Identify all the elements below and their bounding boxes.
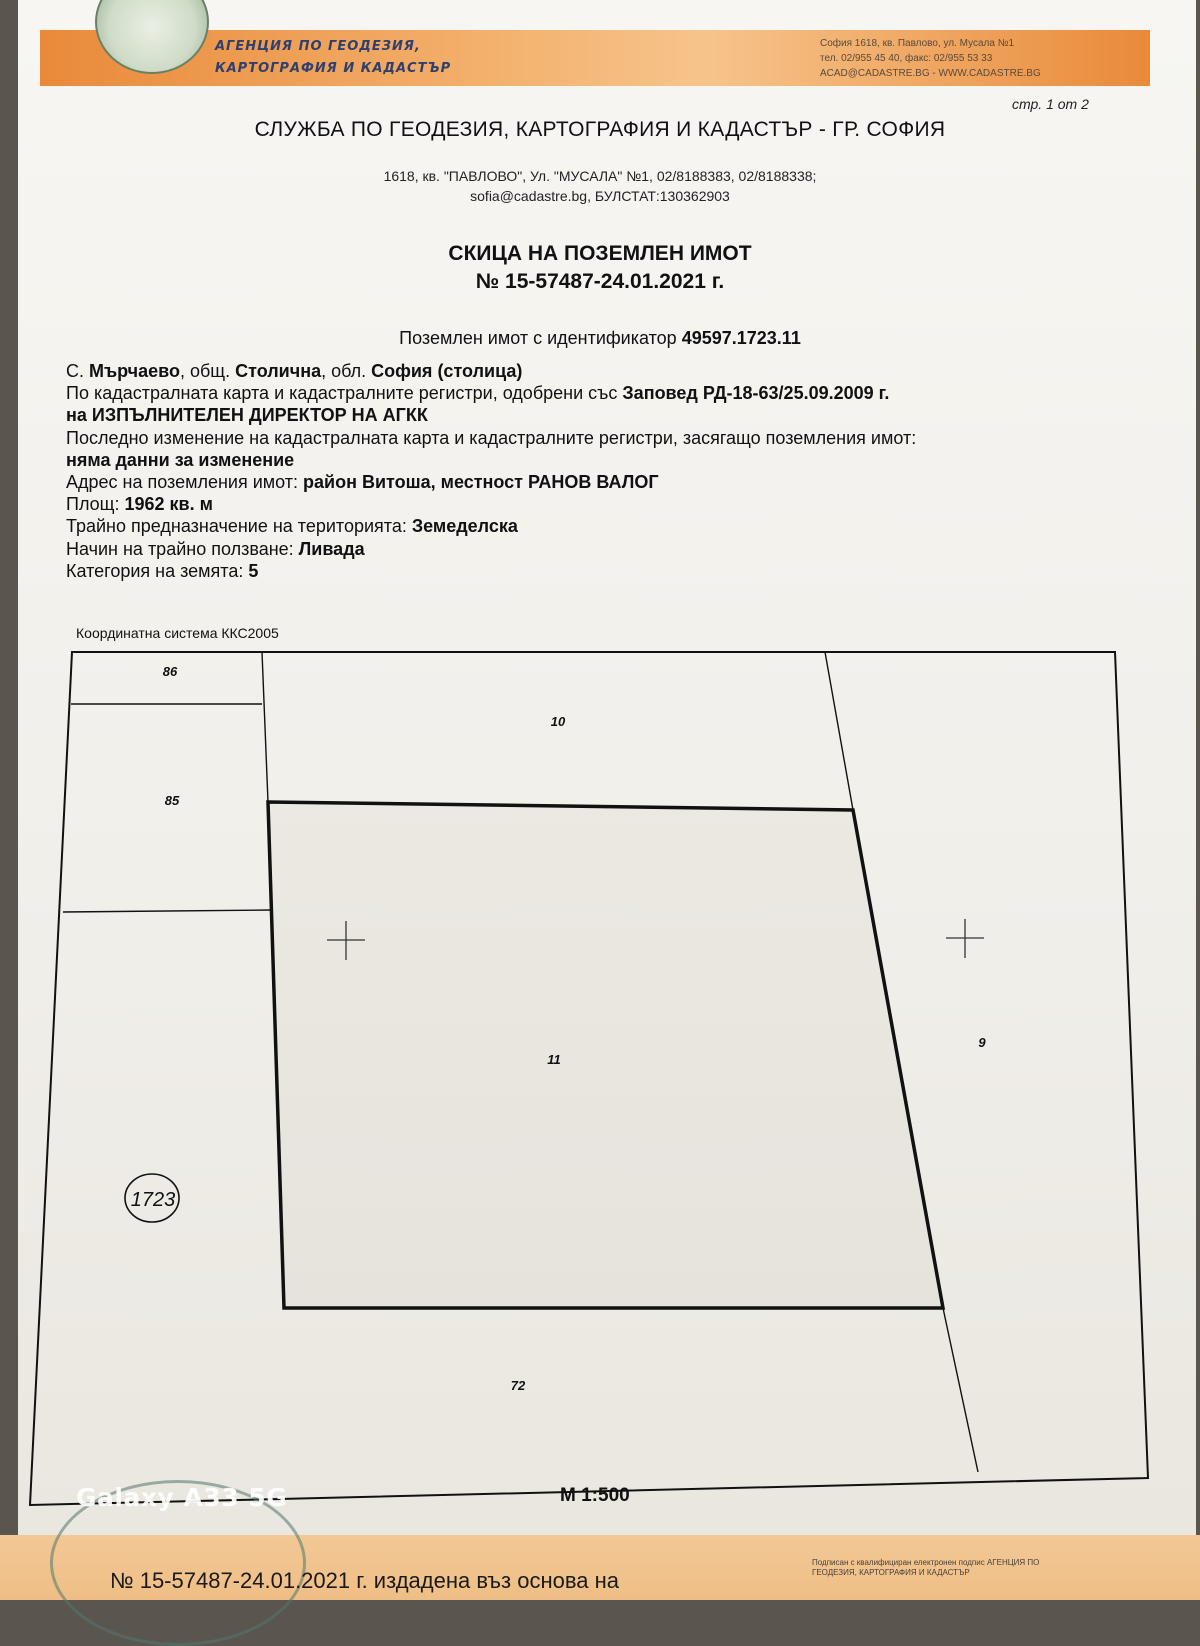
parcel-label-85: 85 — [164, 793, 180, 808]
document-number: № 15-57487-24.01.2021 г. — [475, 270, 725, 293]
footer-signature-line1: Подписан с квалифициран електронен подпис АГЕНЦИЯ ПО — [812, 1558, 1040, 1567]
region-value: София (столица) — [371, 361, 523, 381]
parcel-identifier-value: 49597.1723.11 — [681, 328, 801, 348]
municipality-value: Столична — [235, 361, 322, 381]
category-value: 5 — [248, 560, 259, 581]
parcel-label-86: 86 — [162, 664, 178, 679]
agency-contact-line3: ACAD@CADASTRE.BG - WWW.CADASTRE.BG — [820, 68, 1041, 79]
boundary-west-column — [262, 652, 268, 802]
parcel-label-9: 9 — [978, 1035, 986, 1050]
agency-contact-line1: София 1618, кв. Павлово, ул. Мусала №1 — [820, 38, 1015, 49]
region-label: , обл. — [321, 361, 372, 381]
address-value: район Витоша, местност РАНОВ ВАЛОГ — [303, 472, 659, 493]
village-prefix: С. — [66, 361, 90, 381]
map-scale: М 1:500 — [560, 1485, 630, 1506]
office-address-line1: 1618, кв. "ПАВЛОВО", Ул. "МУСАЛА" №1, 02/8188383, 02/8188338; — [383, 168, 817, 184]
parcel-identifier-label: Поземлен имот с идентификатор — [399, 328, 682, 348]
coordinate-system-label: Координатна система ККС2005 — [76, 625, 279, 641]
municipality-label: , общ. — [179, 361, 236, 381]
address-label: Адрес на поземления имот: — [66, 472, 304, 493]
last-change-label: Последно изменение на кадастралната карта и кадастралните регистри, засягащо поземления имот: — [66, 427, 917, 448]
block-number-label: 1723 — [130, 1189, 176, 1211]
agency-contact-line2: тел. 02/955 45 40, факс: 02/955 53 33 — [820, 53, 993, 64]
footer-signature-line2: ГЕОДЕЗИЯ, КАРТОГРАФИЯ И КАДАСТЪР — [812, 1568, 970, 1577]
order-value: Заповед РД-18-63/25.09.2009 г. — [622, 383, 890, 404]
footer-signature-note — [812, 1558, 1142, 1578]
area-value: 1962 кв. м — [124, 494, 213, 515]
usage-value: Ливада — [298, 538, 365, 559]
village-value: Мърчаево — [89, 361, 180, 381]
last-change-value: няма данни за изменение — [66, 449, 295, 470]
parcel-label-72: 72 — [510, 1378, 526, 1393]
purpose-value: Земеделска — [411, 516, 518, 537]
camera-watermark: Galaxy A33 5G — [76, 1483, 288, 1512]
parcel-label-11: 11 — [547, 1052, 561, 1067]
agency-name-line2: КАРТОГРАФИЯ И КАДАСТЪР — [215, 61, 452, 76]
agency-name-line1: АГЕНЦИЯ ПО ГЕОДЕЗИЯ, — [215, 39, 421, 54]
parcel-label-10: 10 — [550, 714, 566, 729]
area-label: Площ: — [66, 494, 125, 515]
office-title: СЛУЖБА ПО ГЕОДЕЗИЯ, КАРТОГРАФИЯ И КАДАСТЪР - ГР. СОФИЯ — [254, 118, 946, 141]
boundary-10-9 — [825, 652, 853, 810]
cadastral-label: По кадастралната карта и кадастралните регистри, одобрени със — [66, 383, 623, 404]
document-title-line1: СКИЦА НА ПОЗЕМЛЕН ИМОТ — [448, 242, 752, 265]
category-label: Категория на земята: — [66, 560, 249, 581]
footer-issued-text: № 15-57487-24.01.2021 г. издадена въз основа на — [110, 1568, 620, 1593]
office-address-line2: sofia@cadastre.bg, БУЛСТАТ:130362903 — [470, 188, 730, 204]
purpose-label: Трайно предназначение на територията: — [66, 516, 412, 537]
boundary-9-72 — [943, 1308, 978, 1472]
boundary-85-72 — [63, 910, 270, 912]
parcel-11-outline — [268, 802, 943, 1308]
page-indicator: стр. 1 от 2 — [1012, 96, 1089, 112]
usage-label: Начин на трайно ползване: — [66, 538, 299, 559]
director-value: на ИЗПЪЛНИТЕЛЕН ДИРЕКТОР НА АГКК — [66, 405, 428, 426]
cross-marker-icon — [946, 919, 984, 958]
